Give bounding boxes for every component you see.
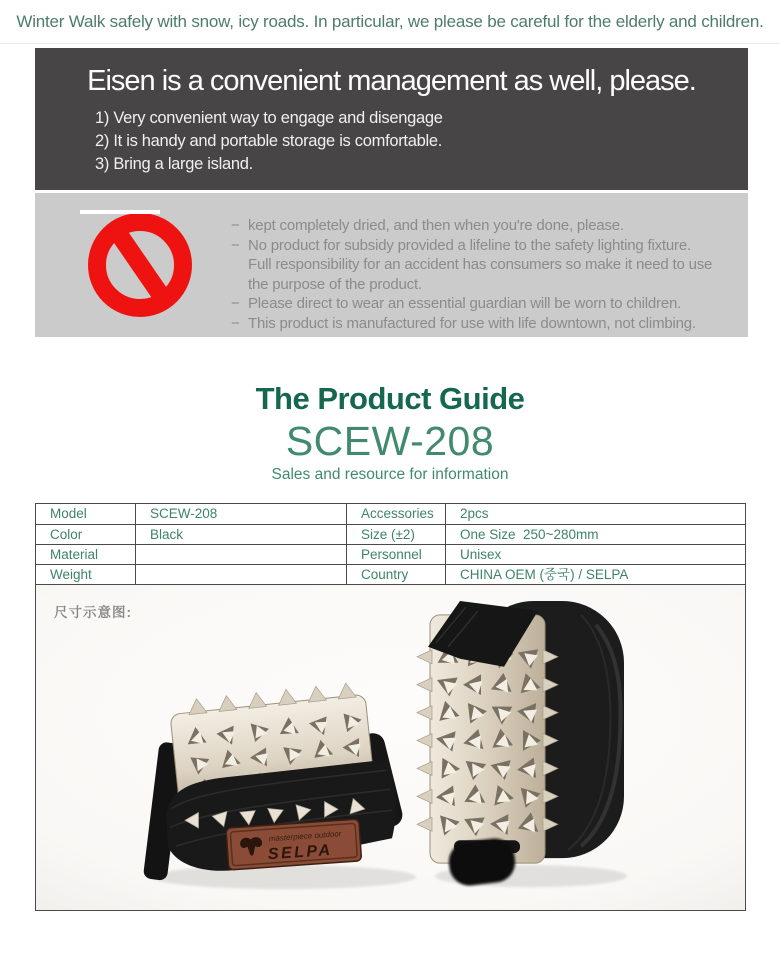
intro-item-1: 1) Very convenient way to engage and disengage: [95, 109, 443, 127]
intro-list: [95, 107, 748, 176]
size-diagram-label: 尺寸示意图:: [54, 605, 132, 620]
caution-line: − This product is manufactured for use with life downtown, not climbing.: [231, 314, 696, 332]
spec-label: Color: [36, 524, 135, 544]
right-crampon: [417, 601, 624, 888]
page-title: The Product Guide: [255, 381, 525, 416]
intro-item-3: 3) Bring a large island.: [95, 155, 253, 173]
no-entry-icon: [35, 193, 255, 337]
top-warning-text: Winter Walk safely with snow, icy roads. In particular, we please be careful for the elderly and children.: [16, 11, 764, 31]
caution-line: the purpose of the product.: [248, 275, 422, 293]
spec-value: [135, 564, 346, 584]
caution-line: − kept completely dried, and then when you're done, please.: [231, 217, 624, 234]
spec-label: Weight: [36, 564, 135, 584]
spec-value: Unisex: [445, 544, 745, 564]
spec-value: One Size 250~280mm: [445, 524, 745, 544]
product-photo: [36, 585, 745, 910]
photo-background: [36, 585, 745, 910]
patch-brand: SELPA: [267, 841, 334, 864]
spec-value: Black: [135, 524, 346, 544]
intro-item-2: 2) It is handy and portable storage is comfortable.: [95, 132, 442, 150]
caution-line: − Please direct to wear an essential guardian will be worn to children.: [231, 295, 682, 313]
product-photo-cell: [36, 584, 745, 910]
spec-label: Personnel: [346, 544, 445, 564]
top-warning-bar: [0, 0, 780, 44]
spec-value: CHINA OEM (중국) / SELPA: [445, 564, 745, 584]
page-subtitle: Sales and resource for information: [271, 466, 509, 483]
spec-value: 2pcs: [445, 504, 745, 524]
caution-box: [35, 193, 748, 337]
spec-value: [135, 544, 346, 564]
spec-label: Model: [50, 506, 87, 521]
decorative-white-line: [80, 210, 160, 214]
spec-label: Country: [346, 564, 445, 584]
left-shadow: [152, 865, 416, 889]
intro-title: Eisen is a convenient management as well, please.: [87, 65, 696, 97]
spec-label: Material: [36, 544, 135, 564]
intro-box: [35, 48, 748, 190]
leather-patch: [226, 819, 362, 870]
patch-tagline: masterpiece outdoor: [268, 829, 342, 844]
spec-grid: [36, 504, 745, 584]
caution-list: [231, 216, 712, 334]
spec-label: Size (±2): [346, 524, 445, 544]
caution-line: − No product for subsidy provided a lifeline to the safety lighting fixture.: [231, 236, 691, 254]
spec-label: Accessories: [346, 504, 445, 524]
spec-table: [35, 503, 746, 911]
spec-value: SCEW-208: [135, 504, 346, 524]
caution-line: Full responsibility for an accident has consumers so make it need to use: [248, 256, 713, 274]
model-number: SCEW-208: [285, 418, 495, 464]
